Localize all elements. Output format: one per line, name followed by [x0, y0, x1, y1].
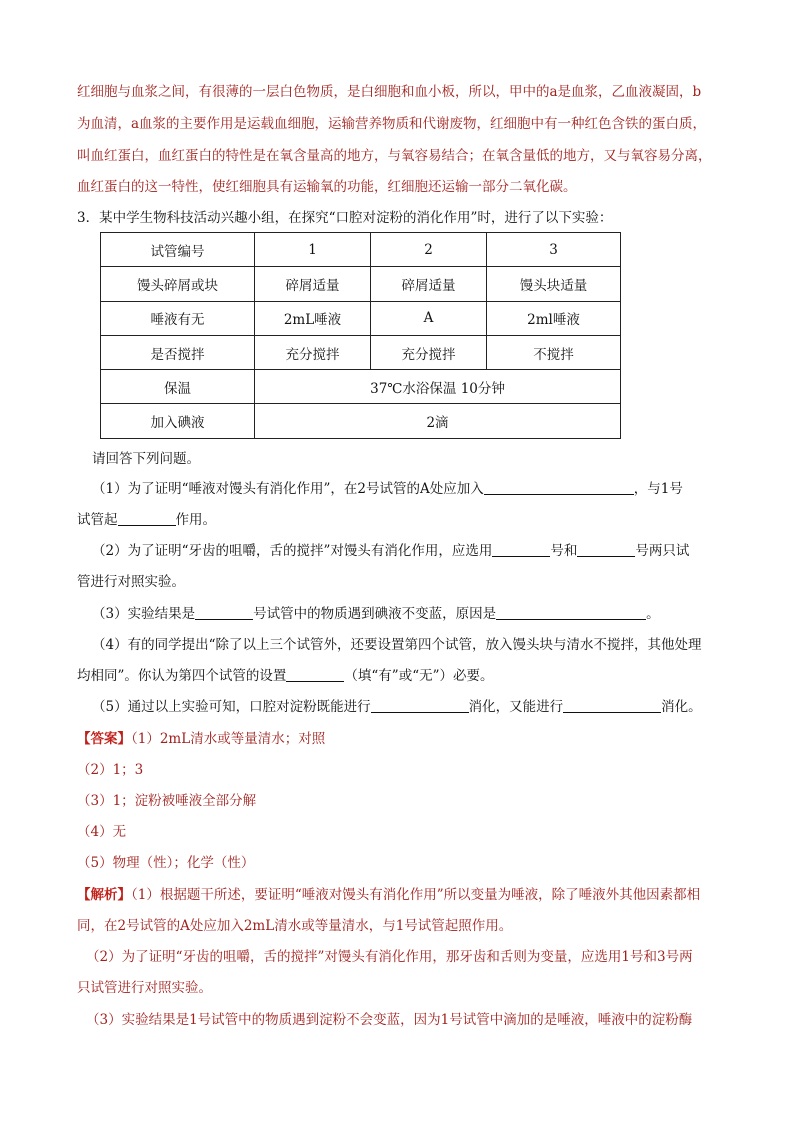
table-row: [101, 370, 621, 404]
answer-text: （1）2mL清水或等量清水；对照: [131, 731, 326, 747]
sub-question-2-line-1: [92, 541, 689, 561]
answer-blank: [492, 542, 550, 557]
answer-blank: [371, 698, 469, 713]
analysis-line-3: （2）为了证明“牙齿的咀嚼，舌的搅拌”对馒头有消化作用，那牙齿和舌则为变量，应选用1号和3号两: [86, 949, 693, 965]
prev-explanation-line-4: 血红蛋白的这一特性，使红细胞具有运输氧的功能，红细胞还运输一部分二氧化碳。: [77, 179, 577, 195]
table-row: [101, 404, 621, 438]
text-segment: 。: [646, 606, 660, 622]
text-segment: 消化，又能进行: [468, 699, 564, 715]
analysis-tag: 【解析】: [77, 887, 131, 903]
analysis-line-4: 只试管进行对照实验。: [77, 980, 212, 996]
question-stem: 3．某中学生物科技活动兴趣小组，在探究“口腔对淀粉的消化作用”时，进行了以下实验：: [77, 210, 613, 226]
text-segment: 作用。: [175, 512, 216, 528]
table-cell: 充分搅拌: [255, 335, 371, 369]
table-row: [101, 301, 621, 335]
table-cell: 馒头碎屑或块: [101, 267, 255, 301]
answer-line-1: [77, 729, 325, 749]
answer-blank: [286, 667, 344, 682]
table-cell: 馒头块适量: [487, 267, 621, 301]
sub-question-1-line-1: [92, 479, 683, 499]
question-prompt: 请回答下列问题。: [92, 451, 200, 467]
answer-line-5: （5）物理（性）；化学（性）: [77, 855, 255, 871]
sub-question-4-line-2: [77, 666, 494, 686]
sub-question-3-line: [92, 604, 660, 624]
table-cell: 是否搅拌: [101, 335, 255, 369]
sub-question-5-line: [92, 697, 702, 717]
text-segment: （2）为了证明“牙齿的咀嚼，舌的搅拌”对馒头有消化作用，应选用: [92, 543, 493, 559]
text-segment: （3）实验结果是: [92, 606, 196, 622]
table-cell: 碎屑适量: [255, 267, 371, 301]
answer-blank: [496, 605, 646, 620]
table-cell: 1: [255, 233, 371, 267]
table-cell: 充分搅拌: [371, 335, 487, 369]
experiment-table: [100, 232, 621, 439]
table-cell: 保温: [101, 370, 255, 404]
sub-question-2-line-2: 管进行对照实验。: [77, 574, 185, 590]
answer-blank: [118, 511, 176, 526]
text-segment: （1）为了证明“唾液对馒头有消化作用”，在2号试管的A处应加入: [92, 481, 484, 497]
table-cell: 唾液有无: [101, 301, 255, 335]
table-cell: A: [371, 301, 487, 335]
text-segment: 消化。: [661, 699, 702, 715]
answer-line-2: （2）1；3: [77, 762, 144, 778]
table-cell: 试管编号: [101, 233, 255, 267]
text-segment: （5）通过以上实验可知，口腔对淀粉既能进行: [92, 699, 371, 715]
answer-tag: 【答案】: [77, 731, 131, 747]
prev-explanation-line-3: 叫血红蛋白，血红蛋白的特性是在氧含量高的地方，与氧容易结合；在氧含量低的地方，又与氧容易分离，: [77, 148, 712, 164]
text-segment: 号和: [550, 543, 578, 559]
table-cell: 碎屑适量: [371, 267, 487, 301]
answer-blank: [577, 542, 635, 557]
prev-explanation-line-2: 为血清，a血浆的主要作用是运载血细胞，运输营养物质和代谢废物，红细胞中有一种红色含铁的蛋白质，: [77, 116, 707, 132]
answer-line-3: （3）1；淀粉被唾液全部分解: [77, 793, 257, 809]
answer-blank: [195, 605, 253, 620]
table-row: [101, 267, 621, 301]
answer-blank: [563, 698, 661, 713]
text-segment: ，与1号: [633, 481, 683, 497]
table-cell: 3: [487, 233, 621, 267]
analysis-line-5: （3）实验结果是1号试管中的物质遇到淀粉不会变蓝，因为1号试管中滴加的是唾液，唾液中的淀粉酶: [86, 1012, 693, 1028]
table-cell-merged: 37℃水浴保温 10分钟: [255, 370, 621, 404]
table-cell: 加入碘液: [101, 404, 255, 438]
table-row: [101, 335, 621, 369]
text-segment: 试管起: [77, 512, 118, 528]
analysis-text: （1）根据题干所述，要证明“唾液对馒头有消化作用”所以变量为唾液，除了唾液外其他因素都相: [131, 887, 701, 903]
table-cell: 2mL唾液: [255, 301, 371, 335]
prev-explanation-line-1: 红细胞与血浆之间，有很薄的一层白色物质，是白细胞和血小板，所以，甲中的a是血浆，乙血液凝固，b: [77, 84, 702, 100]
text-segment: 均相同”。你认为第四个试管的设置: [77, 668, 287, 684]
table-cell: 不搅拌: [487, 335, 621, 369]
text-segment: 号两只试: [635, 543, 690, 559]
analysis-line-2: 同，在2号试管的A处应加入2mL清水或等量清水，与1号试管起照作用。: [77, 918, 513, 934]
analysis-line-1: [77, 885, 700, 905]
sub-question-4-line-1: （4）有的同学提出“除了以上三个试管外，还要设置第四个试管，放入馒头块与清水不搅拌，其他处理: [92, 637, 702, 653]
text-segment: 号试管中的物质遇到碘液不变蓝，原因是: [253, 606, 497, 622]
table-cell: 2ml唾液: [487, 301, 621, 335]
answer-line-4: （4）无: [77, 824, 127, 840]
table-cell: 2: [371, 233, 487, 267]
table-cell-merged: 2滴: [255, 404, 621, 438]
text-segment: （填“有”或“无”）必要。: [344, 668, 494, 684]
sub-question-1-line-2: [77, 510, 216, 530]
table-header-row: [101, 233, 621, 267]
answer-blank: [484, 480, 634, 495]
